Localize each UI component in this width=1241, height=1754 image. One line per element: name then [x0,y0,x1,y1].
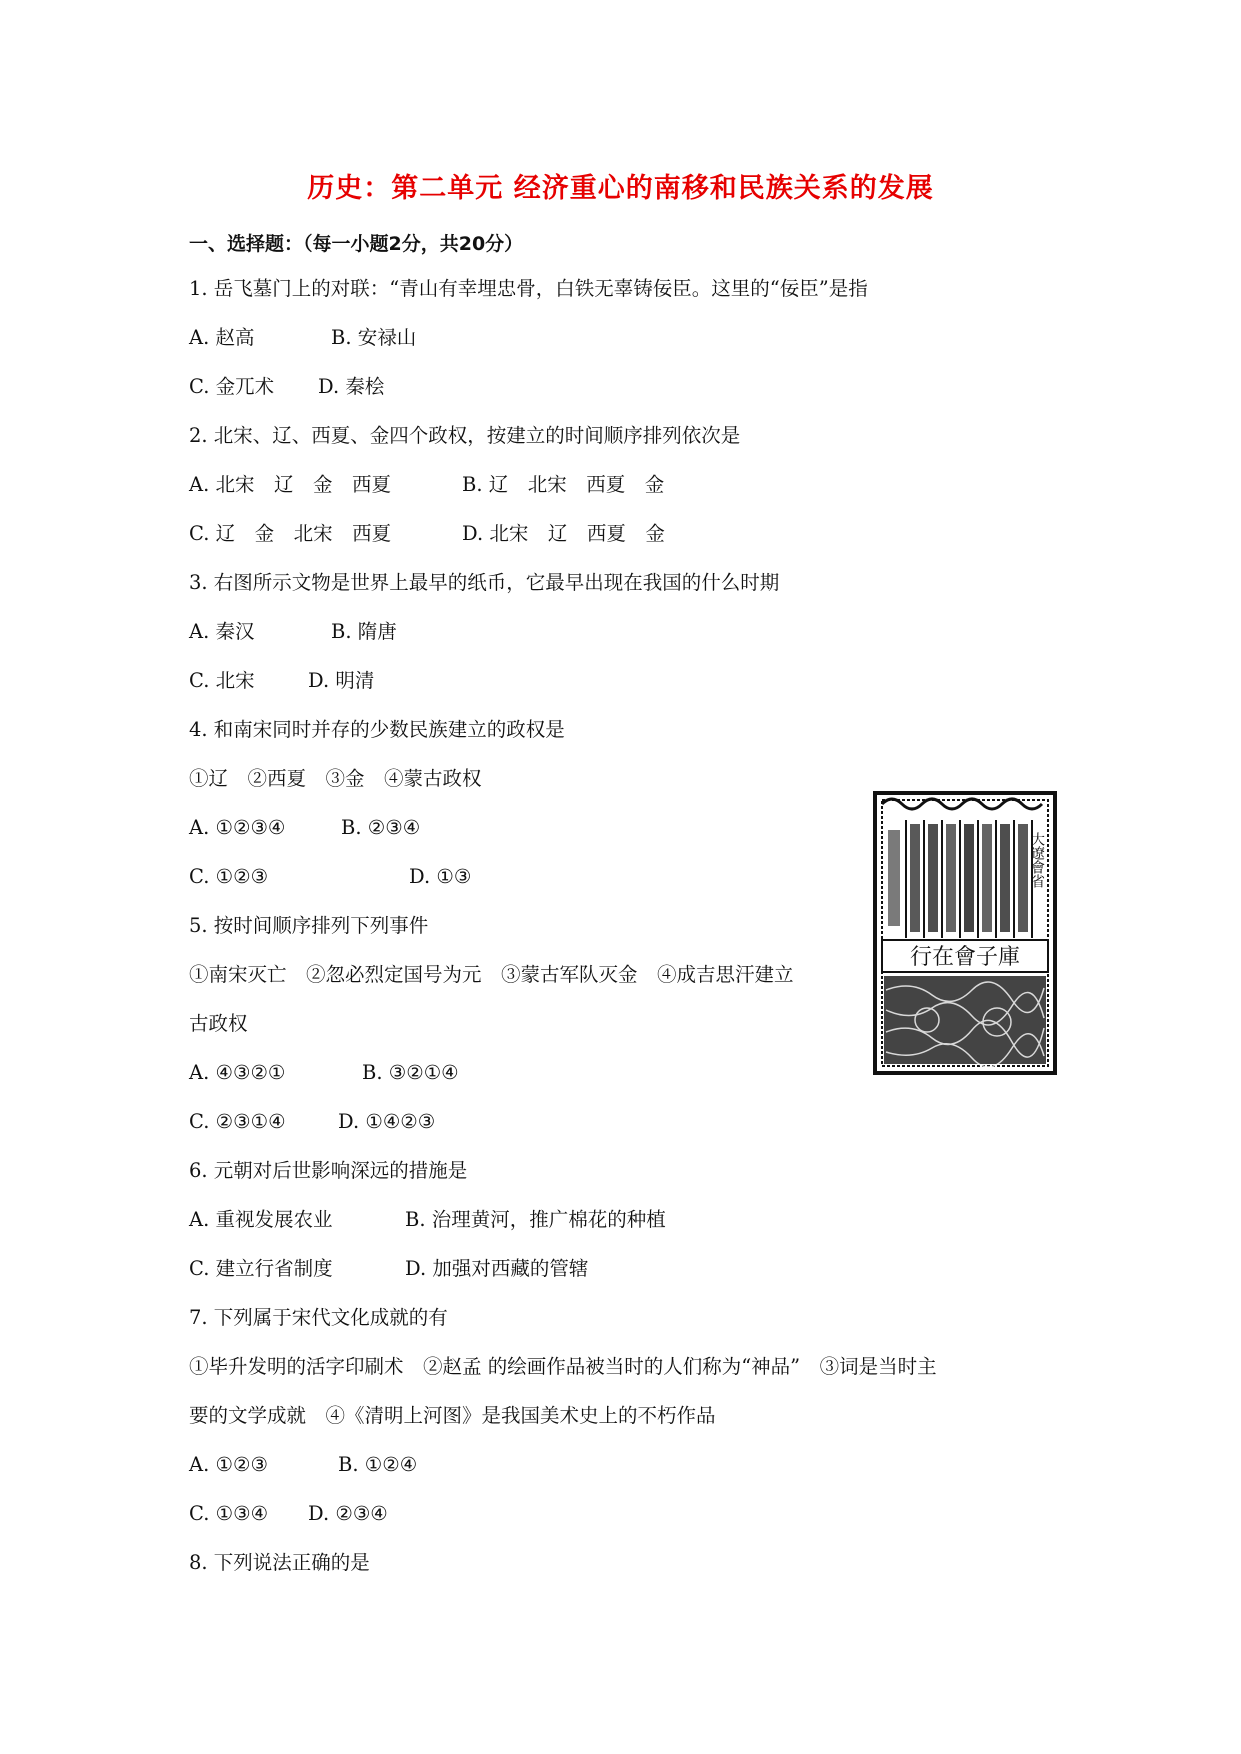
q6-option-c: C. 建立行省制度 [189,1257,333,1280]
q4-option-b: B. ②③④ [341,816,421,839]
q6-option-b: B. 治理黄河，推广棉花的种植 [405,1208,666,1231]
question-8-stem: 8. 下列说法正确的是 [189,1551,370,1574]
section-heading: 一、选择题：（每一小题2分，共20分） [189,233,524,255]
q1-option-a: A. 赵高 [189,326,255,349]
q5-items-cont: 古政权 [189,1012,248,1035]
question-6-stem: 6. 元朝对后世影响深远的措施是 [189,1159,468,1182]
q5-option-d: D. ①④②③ [338,1110,436,1133]
page-title: 历史：第二单元 经济重心的南移和民族关系的发展 [307,173,934,204]
q3-option-c: C. 北宋 [189,669,255,692]
q7-option-c: C. ①③④ [189,1502,269,1525]
q6-option-d: D. 加强对西藏的管辖 [405,1257,589,1280]
q6-option-a: A. 重视发展农业 [189,1208,333,1231]
banknote-bottom-text: 行在會子庫 [909,945,1021,970]
question-4-stem: 4. 和南宋同时并存的少数民族建立的政权是 [189,718,565,741]
q3-option-d: D. 明清 [308,669,375,692]
q7-option-a: A. ①②③ [189,1453,268,1476]
q4-option-a: A. ①②③④ [189,816,286,839]
q4-option-c: C. ①②③ [189,865,269,888]
q7-items-cont: 要的文学成就 ④《清明上河图》是我国美术史上的不朽作品 [189,1404,716,1427]
q7-option-d: D. ②③④ [308,1502,388,1525]
q5-option-b: B. ③②①④ [362,1061,459,1084]
q4-option-d: D. ①③ [409,865,472,888]
q1-option-b: B. 安禄山 [331,326,417,349]
q5-option-a: A. ④③②① [189,1061,286,1084]
q2-option-d: D. 北宋 辽 西夏 金 [462,522,665,545]
question-1-stem: 1. 岳飞墓门上的对联：“青山有幸埋忠骨，白铁无辜铸佞臣。这里的“佞臣”是指 [189,277,868,300]
q4-items: ①辽 ②西夏 ③金 ④蒙古政权 [189,767,482,790]
banknote-header-text: 大遼會省 [1029,832,1045,888]
question-3-stem: 3. 右图所示文物是世界上最早的纸币，它最早出现在我国的什么时期 [189,571,780,594]
question-2-stem: 2. 北宋、辽、西夏、金四个政权，按建立的时间顺序排列依次是 [189,424,741,447]
q5-items: ①南宋灭亡 ②忽必烈定国号为元 ③蒙古军队灭金 ④成吉思汗建立 [189,963,794,986]
banknote-image [872,790,1058,1076]
q1-option-c: C. 金兀术 [189,375,275,398]
q3-option-b: B. 隋唐 [331,620,397,643]
question-7-stem: 7. 下列属于宋代文化成就的有 [189,1306,448,1329]
q7-option-b: B. ①②④ [338,1453,418,1476]
q2-option-a: A. 北宋 辽 金 西夏 [189,473,391,496]
q3-option-a: A. 秦汉 [189,620,255,643]
q5-option-c: C. ②③①④ [189,1110,286,1133]
q1-option-d: D. 秦桧 [318,375,385,398]
q2-option-b: B. 辽 北宋 西夏 金 [462,473,665,496]
q7-items: ①毕升发明的活字印刷术 ②赵孟 的绘画作品被当时的人们称为“神品” ③词是当时主 [189,1355,937,1378]
q2-option-c: C. 辽 金 北宋 西夏 [189,522,392,545]
question-5-stem: 5. 按时间顺序排列下列事件 [189,914,429,937]
